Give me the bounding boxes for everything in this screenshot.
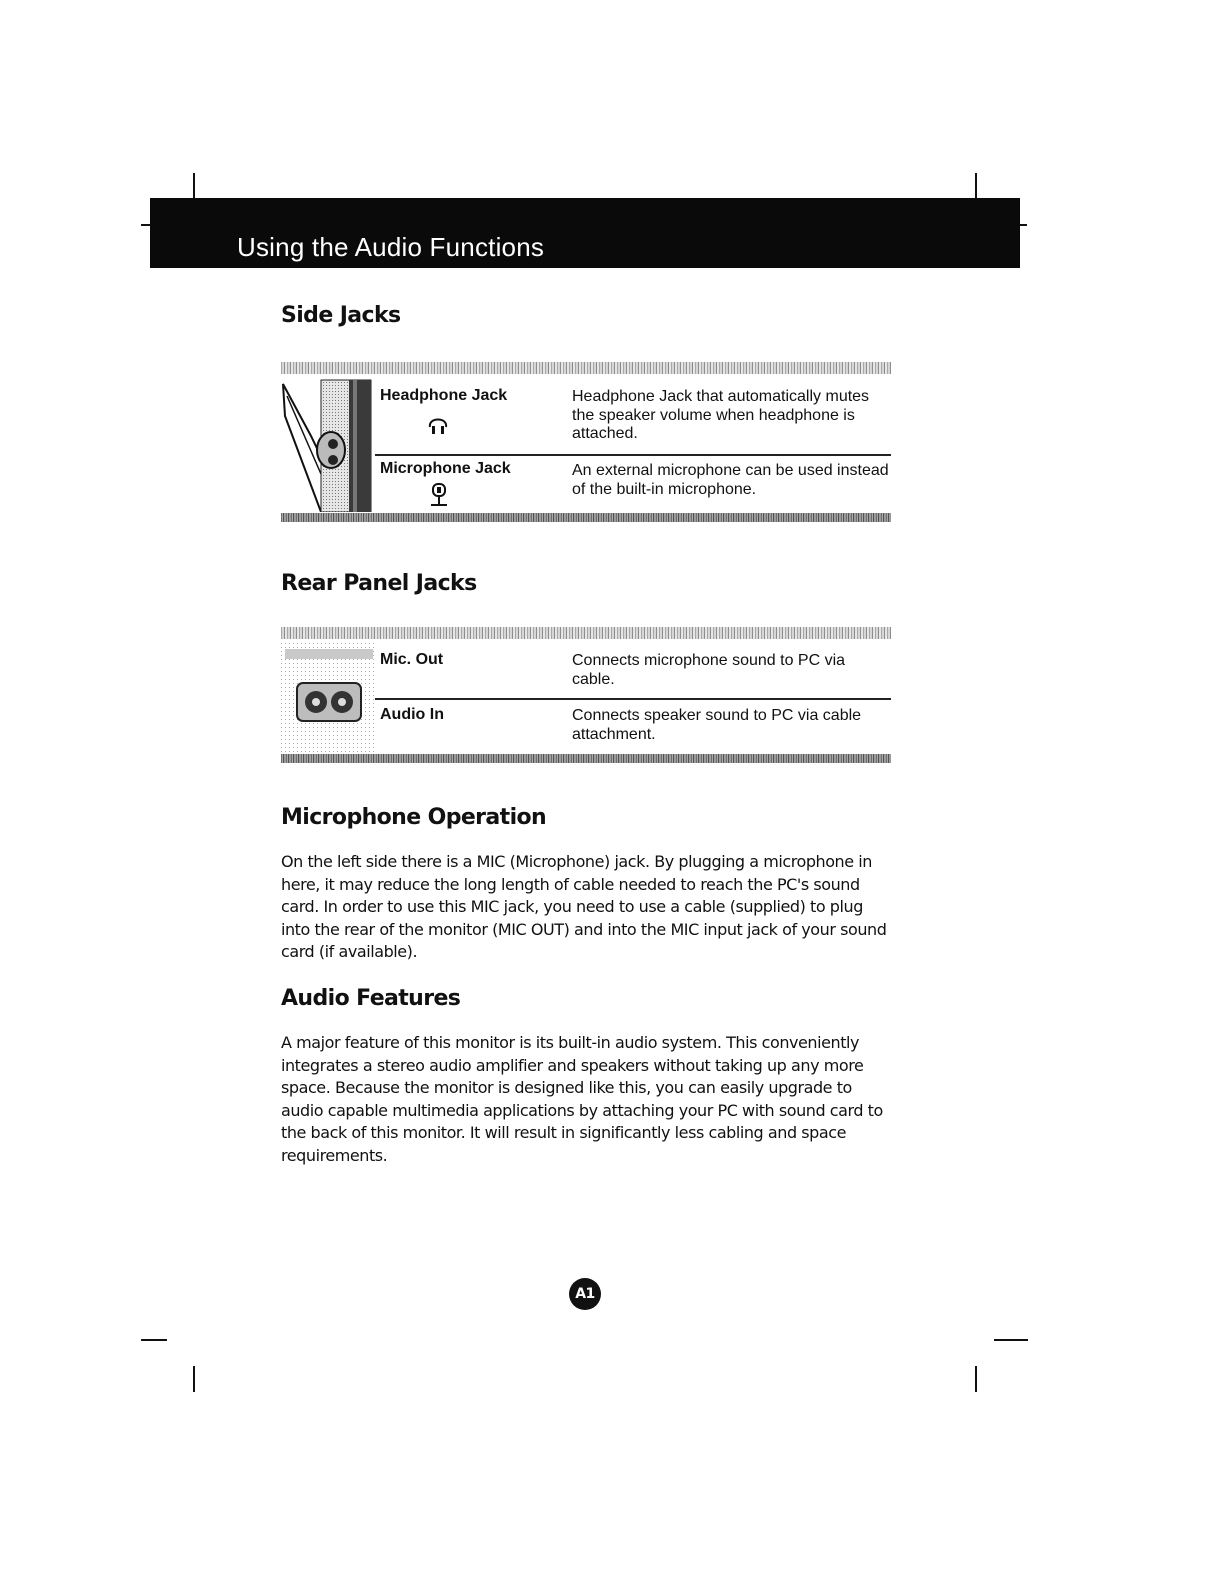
rear-panel-jacks-illustration: [281, 643, 375, 755]
crop-mark: [975, 173, 977, 199]
headphone-jack-description: Headphone Jack that automatically mutes the speaker volume when headphone is attached.: [572, 388, 870, 442]
side-jacks-heading: Side Jacks: [281, 303, 401, 328]
audio-in-description: Connects speaker sound to PC via cable attachment.: [572, 707, 862, 743]
table-top-bar: [281, 627, 891, 639]
audio-in-label: Audio In: [380, 706, 444, 723]
microphone-jack-description: An external microphone can be used instead of the built-in microphone.: [572, 462, 889, 498]
side-jacks-table: [281, 362, 891, 522]
table-bottom-bar: [281, 754, 891, 763]
microphone-jack-label: Microphone Jack: [380, 460, 511, 477]
page-number-badge: A1: [569, 1278, 601, 1310]
row-divider: [375, 698, 891, 700]
crop-mark: [193, 1366, 195, 1392]
row-divider: [375, 454, 891, 456]
crop-mark: [994, 1339, 1028, 1341]
microphone-operation-body: On the left side there is a MIC (Microphone) jack. By plugging a microphone in here, it may reduce the long length of cable needed to reach the PC's sound card. In order to use this MIC jack, you need to use a cable (supplied) to plug into the rear of the monitor (MIC OUT) and into the MIC input jack of your sound card (if available).: [281, 852, 887, 961]
page-title: Using the Audio Functions: [237, 232, 545, 262]
rear-panel-jacks-table: [281, 627, 891, 765]
monitor-side-jacks-illustration: [281, 376, 375, 512]
crop-mark: [1019, 224, 1027, 226]
audio-features-heading: Audio Features: [281, 986, 461, 1011]
mic-out-description: Connects microphone sound to PC via cable.: [572, 652, 846, 688]
crop-mark: [141, 1339, 167, 1341]
table-top-bar: [281, 362, 891, 374]
header-banner: [150, 198, 1020, 268]
crop-mark: [193, 173, 195, 199]
headphone-jack-label: Headphone Jack: [380, 387, 508, 404]
microphone-icon: [429, 482, 449, 508]
mic-out-label: Mic. Out: [380, 651, 444, 668]
rear-panel-jacks-heading: Rear Panel Jacks: [281, 571, 477, 596]
microphone-operation-heading: Microphone Operation: [281, 805, 547, 830]
headphone-icon: [427, 412, 449, 436]
audio-features-body: A major feature of this monitor is its built-in audio system. This conveniently integrates a stereo audio amplifier and speakers without taking up any more space. Because the monitor is designed like this, you can easily upgrade to audio capable multimedia applications by attaching your PC with sound card to the back of this monitor. It will result in significantly less cabling and space requirements.: [281, 1033, 883, 1165]
crop-mark: [975, 1366, 977, 1392]
table-bottom-bar: [281, 513, 891, 522]
